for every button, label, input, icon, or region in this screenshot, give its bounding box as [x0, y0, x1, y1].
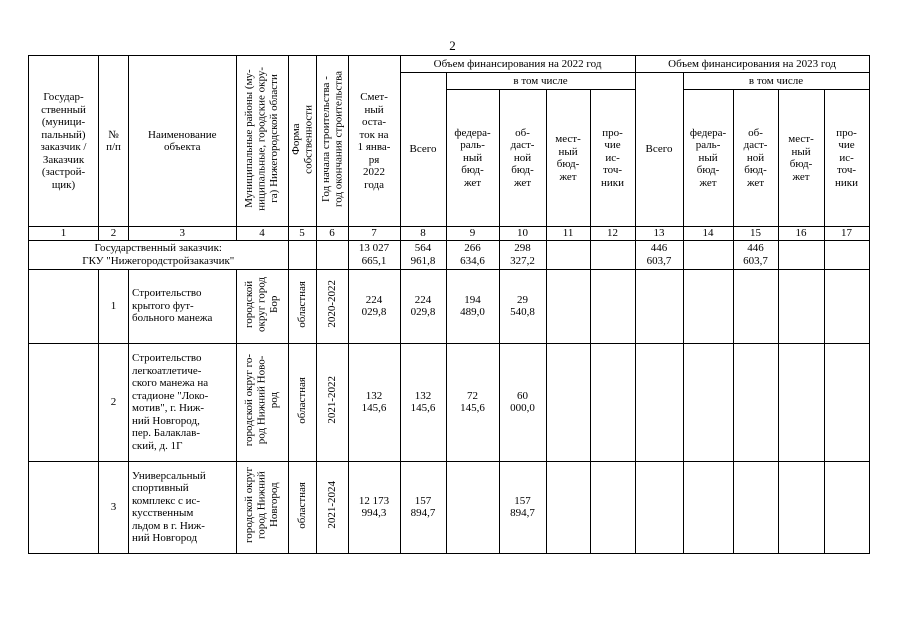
col-head-customer: Государ- ственный (муници- пальный) заказчик / Заказчик (застрой- щик)	[29, 56, 99, 227]
col-head-total2022: Всего	[400, 73, 446, 227]
row-estimate: 12 173 994,3	[348, 461, 400, 553]
row-total2022: 224 029,8	[400, 269, 446, 343]
col-num: 13	[635, 227, 683, 241]
col-head-other2022: про- чие ис- точ- ники	[590, 90, 635, 227]
col-num: 17	[824, 227, 869, 241]
col-head-years: Год начала строительства - год окончания строительства	[316, 56, 348, 227]
row-estimate: 224 029,8	[348, 269, 400, 343]
row-ownership: областная	[288, 269, 316, 343]
col-num: 5	[288, 227, 316, 241]
table-row	[29, 269, 870, 343]
summary-estimate: 13 027 665,1	[348, 240, 400, 269]
row-regional2022: 29 540,8	[499, 269, 546, 343]
table-row	[29, 343, 870, 461]
page-number: 2	[449, 38, 456, 53]
col-num: 10	[499, 227, 546, 241]
col-head-ownership: Форма собственности	[288, 56, 316, 227]
row-regional2022: 157 894,7	[499, 461, 546, 553]
financing-table	[28, 55, 870, 554]
col-head-federal2022: федера- раль- ный бюд- жет	[446, 90, 499, 227]
col-head-federal2023: федера- раль- ный бюд- жет	[683, 90, 733, 227]
summary-total2022: 564 961,8	[400, 240, 446, 269]
row-name: Универсальный спортивный комплекс с ис- кусственным льдом в г. Ниж- ний Новгород	[129, 461, 237, 553]
summary-row	[29, 240, 870, 269]
row-total2022: 132 145,6	[400, 343, 446, 461]
col-num: 11	[546, 227, 590, 241]
col-head-local2023: мест- ный бюд- жет	[778, 90, 824, 227]
row-federal2022: 194 489,0	[446, 269, 499, 343]
col-head-name: Наименование объекта	[129, 56, 237, 227]
col-head-fin2022: Объем финансирования на 2022 год	[400, 56, 635, 73]
row-ownership: областная	[288, 343, 316, 461]
column-numbers-row	[29, 227, 870, 241]
col-head-including2023: в том числе	[683, 73, 869, 90]
col-num: 3	[129, 227, 237, 241]
row-total2022: 157 894,7	[400, 461, 446, 553]
col-head-including2022: в том числе	[446, 73, 635, 90]
row-federal2022: 72 145,6	[446, 343, 499, 461]
row-regional2022: 60 000,0	[499, 343, 546, 461]
col-num: 2	[99, 227, 129, 241]
col-num: 15	[733, 227, 778, 241]
row-years: 2021-2024	[316, 461, 348, 553]
col-head-fin2023: Объем финансирования на 2023 год	[635, 56, 869, 73]
table-row	[29, 461, 870, 553]
col-num: 1	[29, 227, 99, 241]
col-num: 16	[778, 227, 824, 241]
col-num: 4	[236, 227, 288, 241]
col-head-municipality: Муниципальные районы (му- ниципальные, городские окру- га) Нижегородской области	[236, 56, 288, 227]
row-num: 2	[99, 343, 129, 461]
col-head-regional2022: об- даст- ной бюд- жет	[499, 90, 546, 227]
col-head-other2023: про- чие ис- точ- ники	[824, 90, 869, 227]
summary-label: Государственный заказчик: ГКУ "Нижегородстройзаказчик"	[29, 240, 289, 269]
row-num: 3	[99, 461, 129, 553]
row-municipality: городской округ город Бор	[236, 269, 288, 343]
col-num: 12	[590, 227, 635, 241]
summary-regional2023: 446 603,7	[733, 240, 778, 269]
summary-federal2022: 266 634,6	[446, 240, 499, 269]
col-head-regional2023: об- даст- ной бюд- жет	[733, 90, 778, 227]
col-num: 14	[683, 227, 733, 241]
col-head-local2022: мест- ный бюд- жет	[546, 90, 590, 227]
row-ownership: областная	[288, 461, 316, 553]
col-head-num: № п/п	[99, 56, 129, 227]
row-municipality: городской округ го- род Нижний Ново- род	[236, 343, 288, 461]
row-name: Строительство легкоатлетиче- ского манежа на стадионе "Локо- мотив", г. Ниж- ний Новгород, пер. Балаклав- ский, д. 1Г	[129, 343, 237, 461]
col-head-estimate: Смет- ный оста- ток на 1 янва- ря 2022 года	[348, 56, 400, 227]
row-estimate: 132 145,6	[348, 343, 400, 461]
row-municipality: городской округ город Нижний Новгород	[236, 461, 288, 553]
summary-regional2022: 298 327,2	[499, 240, 546, 269]
col-num: 6	[316, 227, 348, 241]
col-num: 7	[348, 227, 400, 241]
col-num: 8	[400, 227, 446, 241]
col-head-total2023: Всего	[635, 73, 683, 227]
row-years: 2020-2022	[316, 269, 348, 343]
row-num: 1	[99, 269, 129, 343]
col-num: 9	[446, 227, 499, 241]
row-years: 2021-2022	[316, 343, 348, 461]
summary-total2023: 446 603,7	[635, 240, 683, 269]
row-name: Строительство крытого фут- больного манежа	[129, 269, 237, 343]
